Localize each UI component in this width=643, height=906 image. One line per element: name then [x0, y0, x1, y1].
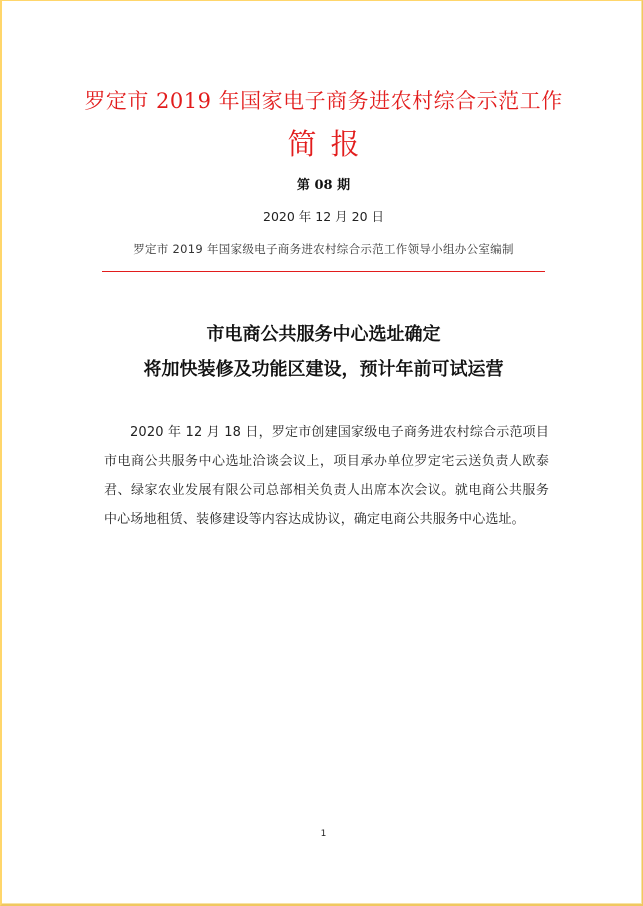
- article-headline-line1: 市电商公共服务中心选址确定: [206, 324, 441, 345]
- issue-number: 第 08 期: [296, 178, 351, 193]
- issue-date: 2020 年 12 月 20 日: [263, 209, 384, 224]
- page-number: 1: [320, 829, 327, 839]
- bulletin-subtitle: 简报: [287, 127, 374, 161]
- editor-office: 罗定市 2019 年国家级电子商务进农村综合示范工作领导小组办公室编制: [133, 242, 514, 256]
- bulletin-title: 罗定市 2019 年国家电子商务进农村综合示范工作: [84, 89, 563, 113]
- red-divider: [102, 271, 545, 272]
- article-headline-line2: 将加快装修及功能区建设，预计年前可试运营: [143, 359, 504, 380]
- article-body: 2020 年 12 月 18 日，罗定市创建国家级电子商务进农村综合示范项目市电商公共服务中心选址洽谈会议上，项目承办单位罗定宅云送负责人欧泰君、绿家农业发展有限公司总部相关负责人出席本次会议。就电商公共服务中心场地租赁、装修建设等内容达成协议，确定电商公共服务中心选址。: [104, 425, 549, 527]
